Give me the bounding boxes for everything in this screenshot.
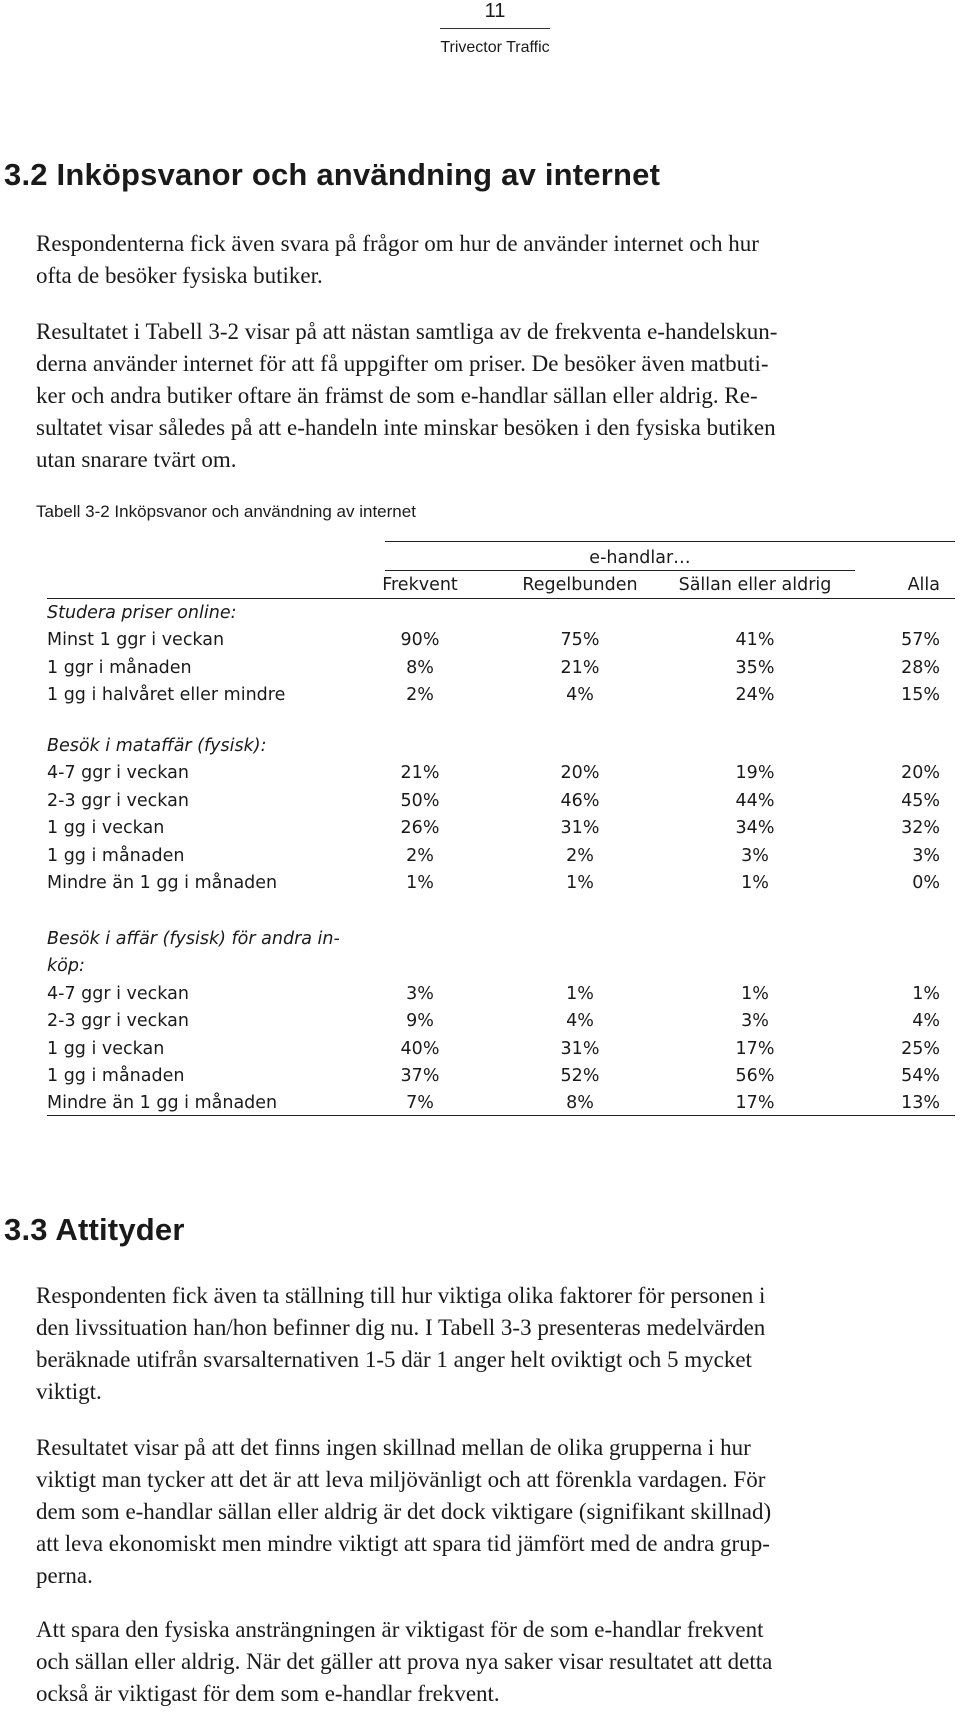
table-cell: 9%	[406, 1011, 434, 1032]
table-cell: 52%	[560, 1066, 600, 1086]
table-cell: 2%	[406, 685, 434, 706]
table-cell: 41%	[735, 630, 775, 651]
header-rule	[47, 598, 955, 599]
table-cell: 40%	[400, 1038, 440, 1059]
table-cell: 21%	[560, 657, 600, 678]
row-label: 1 gg i månaden	[47, 845, 185, 866]
text-line: Respondenterna fick även svara på frågor om hur de använder internet och hur	[36, 231, 759, 256]
table-cell: 0%	[912, 873, 940, 893]
table-cell: 1%	[406, 873, 434, 893]
table-cell: 31%	[560, 1038, 600, 1059]
table-cell: 1%	[912, 983, 940, 1004]
table-cell: 7%	[406, 1093, 434, 1114]
table-cell: 34%	[735, 818, 775, 839]
column-header: Frekvent	[382, 575, 458, 595]
table-cell: 35%	[735, 657, 775, 678]
row-label: 4-7 ggr i veckan	[47, 983, 189, 1004]
table-cell: 2%	[566, 845, 594, 866]
text-line: och sällan eller aldrig. När det gäller att prova nya saker visar resultatet att detta	[36, 1649, 773, 1674]
row-label: 2-3 ggr i veckan	[47, 1011, 189, 1032]
section-title: Studera priser online:	[47, 603, 237, 623]
table-cell: 3%	[741, 845, 769, 866]
table-cell: 21%	[400, 763, 440, 784]
text-line: viktigt man tycker att det är att leva miljövänligt och att förenkla vardagen. För	[36, 1467, 766, 1492]
table-cell: 4%	[912, 1011, 940, 1032]
table-cell: 25%	[901, 1038, 940, 1059]
row-label: 2-3 ggr i veckan	[47, 790, 189, 811]
table-bottom-rule	[47, 1115, 955, 1116]
section-title: Besök i mataffär (fysisk):	[47, 736, 267, 756]
group-rule	[385, 570, 855, 571]
paragraph-attityder-2	[36, 1432, 956, 1592]
table-cell: 13%	[901, 1093, 940, 1114]
table-cell: 54%	[901, 1066, 940, 1086]
row-label: 1 gg i halvåret eller mindre	[47, 685, 286, 706]
table-caption: Tabell 3-2 Inköpsvanor och användning av internet	[36, 502, 416, 521]
table-cell: 17%	[735, 1038, 775, 1059]
running-header: Trivector Traffic	[440, 39, 550, 56]
table-cell: 32%	[901, 818, 940, 839]
table-cell: 26%	[400, 818, 440, 839]
text-line: den livssituation han/hon befinner dig nu. I Tabell 3-3 presenteras medelvärden	[36, 1315, 766, 1340]
text-line: perna.	[36, 1563, 93, 1588]
text-line: beräknade utifrån svarsalternativen 1-5 där 1 anger helt oviktigt och 5 mycket	[36, 1347, 752, 1372]
text-line: att leva ekonomiskt men mindre viktigt att spara tid jämfört med de andra grup-	[36, 1531, 770, 1556]
text-line: utan snarare tvärt om.	[36, 447, 237, 472]
paragraph-attityder-3	[36, 1614, 956, 1710]
table-cell: 8%	[566, 1093, 594, 1114]
section-heading-3-2: 3.2 Inköpsvanor och användning av internet	[4, 157, 661, 192]
table-cell: 75%	[560, 630, 600, 651]
text-line: Att spara den fysiska ansträngningen är viktigast för de som e-handlar frekvent	[36, 1617, 764, 1642]
table-cell: 3%	[912, 845, 940, 866]
text-line: Respondenten fick även ta ställning till hur viktiga olika faktorer för personen i	[36, 1283, 766, 1308]
row-label: 4-7 ggr i veckan	[47, 763, 189, 784]
table-cell: 24%	[735, 685, 775, 706]
table-cell: 44%	[735, 790, 775, 811]
table-cell: 31%	[560, 818, 600, 839]
text-line: Resultatet i Tabell 3-2 visar på att nästan samtliga av de frekventa e-handelskun-	[36, 319, 778, 344]
group-header: e-handlar…	[589, 548, 691, 568]
section-heading-3-3: 3.3 Attityder	[4, 1212, 185, 1247]
text-line: ker och andra butiker oftare än främst de som e-handlar sällan eller aldrig. Re-	[36, 383, 758, 408]
table-cell: 3%	[741, 1011, 769, 1032]
table-top-rule	[385, 541, 955, 542]
table-cell: 57%	[901, 630, 940, 651]
row-label: Minst 1 ggr i veckan	[47, 630, 225, 651]
row-label: Mindre än 1 gg i månaden	[47, 1093, 278, 1114]
table-cell: 19%	[735, 763, 775, 784]
table-cell: 3%	[406, 983, 434, 1004]
table-cell: 1%	[741, 873, 769, 893]
paragraph-attityder-1	[36, 1280, 956, 1408]
row-label: 1 gg i veckan	[47, 818, 165, 839]
table-cell: 56%	[735, 1066, 775, 1086]
text-line: ofta de besöker fysiska butiker.	[36, 263, 323, 288]
text-line: Resultatet visar på att det finns ingen skillnad mellan de olika grupperna i hur	[36, 1435, 751, 1460]
section-title: köp:	[47, 956, 85, 977]
table-cell: 4%	[566, 685, 594, 706]
table-cell: 1%	[741, 983, 769, 1004]
page-number: 11	[484, 0, 506, 22]
table-cell: 20%	[560, 763, 600, 784]
table-cell: 2%	[406, 845, 434, 866]
column-header: Alla	[907, 575, 940, 595]
table-cell: 37%	[400, 1066, 440, 1086]
table-cell: 1%	[566, 873, 594, 893]
table-cell: 20%	[901, 763, 940, 784]
table-cell: 1%	[566, 983, 594, 1004]
section-title: Besök i affär (fysisk) för andra in-	[47, 929, 340, 949]
text-line: sultatet visar således på att e-handeln inte minskar besöken i den fysiska butiken	[36, 415, 776, 440]
row-label: Mindre än 1 gg i månaden	[47, 873, 278, 893]
table-cell: 15%	[901, 685, 940, 706]
text-line: viktigt.	[36, 1379, 102, 1404]
text-line: också är viktigast för dem som e-handlar frekvent.	[36, 1681, 500, 1706]
text-line: derna använder internet för att få uppgifter om priser. De besöker även matbuti-	[36, 351, 769, 376]
row-label: 1 gg i veckan	[47, 1038, 165, 1059]
row-label: 1 ggr i månaden	[47, 657, 192, 678]
column-header: Regelbunden	[522, 575, 638, 595]
table-cell: 8%	[406, 657, 434, 678]
table-cell: 90%	[400, 630, 440, 651]
table-cell: 50%	[400, 790, 440, 811]
table-cell: 4%	[566, 1011, 594, 1032]
table-cell: 45%	[901, 790, 940, 811]
text-line: dem som e-handlar sällan eller aldrig är det dock viktigare (signifikant skillnad)	[36, 1499, 772, 1524]
table-cell: 28%	[901, 657, 940, 678]
table-cell: 46%	[560, 790, 600, 811]
column-header: Sällan eller aldrig	[678, 575, 832, 595]
table-cell: 17%	[735, 1093, 775, 1114]
row-label: 1 gg i månaden	[47, 1066, 185, 1086]
